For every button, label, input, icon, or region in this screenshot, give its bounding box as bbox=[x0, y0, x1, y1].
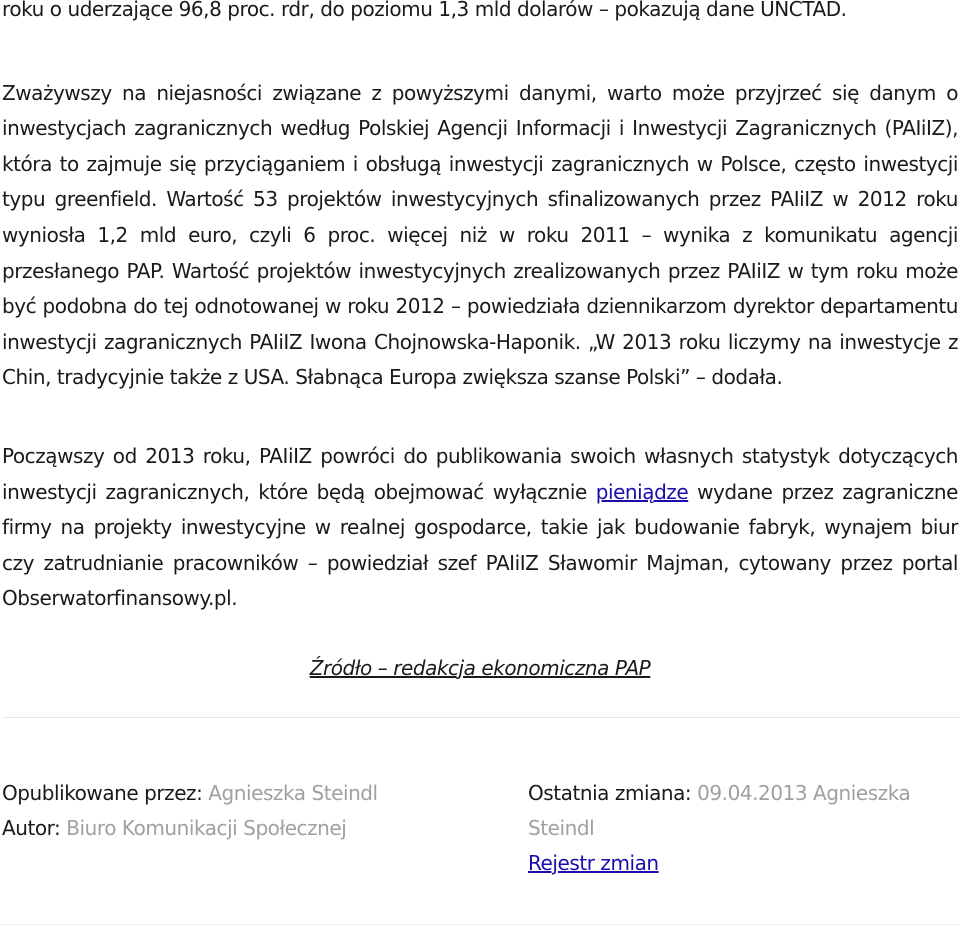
bottom-divider bbox=[2, 924, 958, 925]
divider bbox=[2, 717, 960, 718]
published-by-value: Agnieszka Steindl bbox=[208, 781, 378, 805]
last-change-label: Ostatnia zmiana: bbox=[528, 781, 698, 805]
paragraph-3-text-start: Począwszy od 2013 roku, PAIiIZ powróci do publikowania swoich własnych statystyk dotyczących inwestycji zagranicznych, które będą obejmować wyłącznie bbox=[2, 443, 958, 504]
source-attribution bbox=[2, 653, 958, 683]
article-paragraph-3 bbox=[2, 439, 958, 617]
author-label: Autor: bbox=[2, 816, 67, 840]
published-by-label: Opublikowane przez: bbox=[2, 781, 209, 805]
article-body bbox=[2, 0, 958, 718]
last-change bbox=[528, 776, 928, 846]
money-link[interactable]: pieniądze bbox=[595, 479, 689, 504]
meta-left-column bbox=[2, 776, 482, 846]
author bbox=[2, 811, 482, 846]
meta-right-column bbox=[528, 776, 928, 881]
last-change-value: 09.04.2013 Agnieszka Steindl bbox=[528, 781, 911, 840]
source-text: Źródło – redakcja ekonomiczna PAP bbox=[309, 655, 651, 680]
article-paragraph-2: Zważywszy na niejasności związane z powyższymi danymi, warto może przyjrzeć się danym o inwestycjach zagranicznych według Polskiej Agencji Informacji i Inwestycji Zagranicznych (PAIiIZ), która to zajmuje się przyciąganiem i obsługą inwestycji zagranicznych w Polsce, często inwestycji typu greenfield. Wartość 53 projektów inwestycyjnych sfinalizowanych przez PAIiIZ w 2012 roku wyniosła 1,2 mld euro, czyli 6 proc. więcej niż w roku 2011 – wynika z komunikatu agencji przesłanego PAP. Wartość projektów inwestycyjnych zrealizowanych przez PAIiIZ w tym roku może być podobna do tej odnotowanej w roku 2012 – powiedziała dziennikarzom dyrektor departamentu inwestycji zagranicznych PAIiIZ Iwona Chojnowska-Haponik. „W 2013 roku liczymy na inwestycje z Chin, tradycyjnie także z USA. Słabnąca Europa zwiększa szanse Polski” – dodała. bbox=[2, 80, 958, 390]
article-paragraph-1: roku o uderzające 96,8 proc. rdr, do poziomu 1,3 mld dolarów – pokazują dane UNCTAD. bbox=[2, 0, 847, 21]
published-by bbox=[2, 776, 482, 811]
paragraph-3-text-end: wydane przez zagraniczne firmy na projekty inwestycyjne w realnej gospodarce, takie jak budowanie fabryk, wynajem biur czy zatrudnianie pracowników – powiedział szef PAIiIZ Sławomir Majman, cytowany przez portal Obserwatorfinansowy.pl. bbox=[2, 479, 958, 611]
author-value: Biuro Komunikacji Społecznej bbox=[66, 816, 347, 840]
change-history-link[interactable]: Rejestr zmian bbox=[528, 851, 659, 875]
